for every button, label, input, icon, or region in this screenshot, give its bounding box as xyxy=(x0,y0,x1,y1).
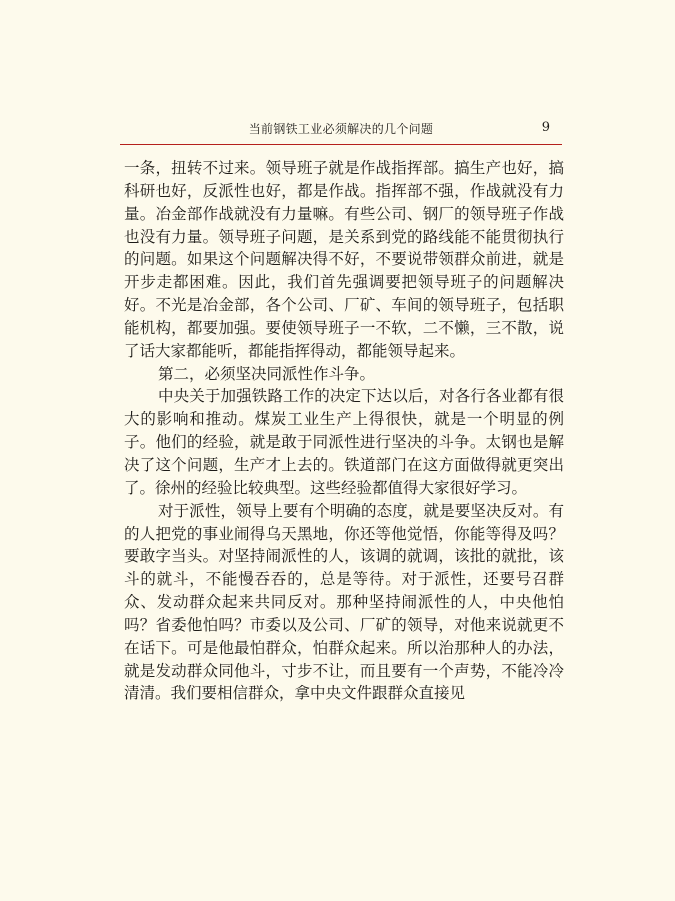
paragraph-continuation: 一条，扭转不过来。领导班子就是作战指挥部。搞生产也好，搞科研也好，反派性也好，都是作战。指挥部不强，作战就没有力量。冶金部作战就没有力量嘛。有些公司、钢厂的领导班子作战也没有力量。领导班子问题，是关系到党的路线能不能贯彻执行的问题。如果这个问题解决得不好，不要说带领群众前进，就是开步走都困难。因此，我们首先强调要把领导班子的问题解决好。不光是冶金部，各个公司、厂矿、车间的领导班子，包括职能机构，都要加强。要使领导班子一不软，二不懒，三不散，说了话大家都能听，都能指挥得动，都能领导起来。 xyxy=(124,159,564,360)
running-title: 当前钢铁工业必须解决的几个问题 xyxy=(248,122,434,136)
page-number: 9 xyxy=(541,120,550,135)
paragraph-factionalism: 对于派性，领导上要有个明确的态度，就是要坚决反对。有的人把党的事业闹得乌天黑地，你还等他觉悟，你能等得及吗？要敢字当头。对坚持闹派性的人，该调的就调，该批的就批，该斗的就斗，不能慢吞吞的，总是等待。对于派性，还要号召群众、发动群众起来共同反对。那种坚持闹派性的人，中央他怕吗？省委他怕吗？市委以及公司、厂矿的领导，对他来说就更不在话下。可是他最怕群众，怕群众起来。所以治那种人的办法，就是发动群众同他斗，寸步不让，而且要有一个声势，不能冷冷清清。我们要相信群众，拿中央文件跟群众直接见 xyxy=(124,501,564,703)
paragraph-railway-decision: 中央关于加强铁路工作的决定下达以后，对各行各业都有很大的影响和推动。煤炭工业生产上得很快，就是一个明显的例子。他们的经验，就是敢于同派性进行坚决的斗争。太钢也是解决了这个问题，生产才上去的。铁道部门在这方面做得就更突出了。徐州的经验比较典型。这些经验都值得大家很好学习。 xyxy=(124,387,564,497)
header-rule xyxy=(120,144,562,145)
body-text xyxy=(124,157,564,705)
page-header xyxy=(120,121,562,139)
section-heading-two: 第二，必须坚决同派性作斗争。 xyxy=(158,364,376,383)
